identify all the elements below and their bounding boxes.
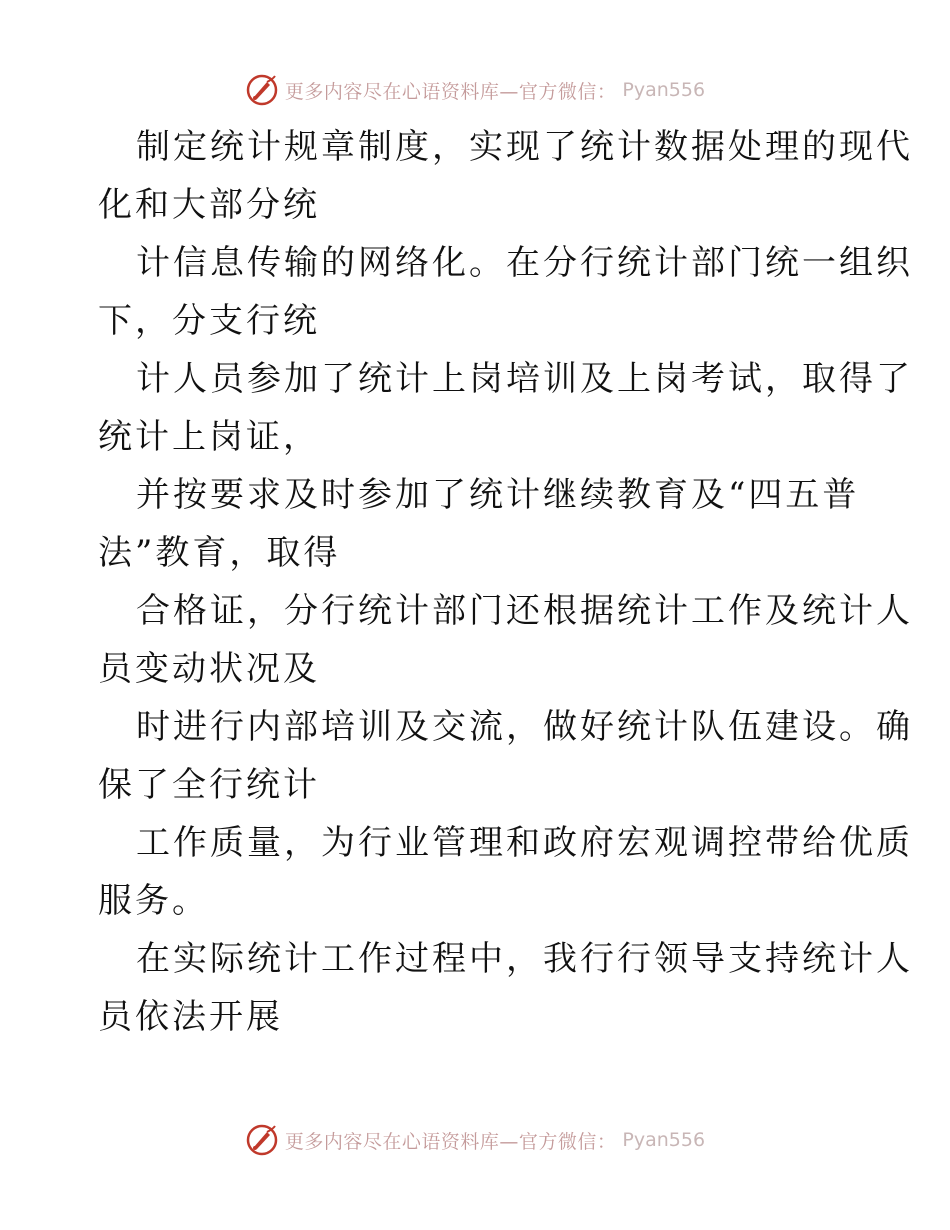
footer-site-text: 更多内容尽在心语资料库—官方微信： bbox=[284, 1130, 617, 1153]
quill-logo-icon bbox=[245, 73, 279, 107]
paragraph bbox=[98, 814, 913, 930]
paragraph bbox=[98, 698, 913, 814]
paragraph-line: 法”教育，取得 bbox=[98, 533, 341, 573]
footer-banner bbox=[0, 1120, 950, 1160]
paragraph-line: 计信息传输的网络化。在分行统计部门统一组织 bbox=[136, 243, 913, 283]
paragraph-line: 下，分支行统 bbox=[98, 301, 320, 341]
quill-logo-icon bbox=[245, 1123, 279, 1157]
paragraph bbox=[98, 234, 913, 350]
paragraph-line: 在实际统计工作过程中，我行行领导支持统计人 bbox=[136, 939, 913, 979]
paragraph-line: 合格证，分行统计部门还根据统计工作及统计人 bbox=[136, 591, 913, 631]
paragraph-line: 计人员参加了统计上岗培训及上岗考试，取得了 bbox=[136, 359, 913, 399]
paragraph bbox=[98, 582, 913, 698]
paragraph-line: 服务。 bbox=[98, 881, 209, 921]
header-wechat-id: Pyan556 bbox=[622, 79, 706, 101]
paragraph-line: 时进行内部培训及交流，做好统计队伍建设。确 bbox=[136, 707, 913, 747]
paragraph bbox=[98, 930, 913, 1046]
header-site-text: 更多内容尽在心语资料库—官方微信： bbox=[284, 80, 617, 103]
paragraph-line: 工作质量，为行业管理和政府宏观调控带给优质 bbox=[136, 823, 913, 863]
document-body bbox=[98, 118, 913, 1046]
paragraph-line: 员变动状况及 bbox=[98, 649, 320, 689]
paragraph bbox=[98, 350, 913, 466]
footer-wechat-id: Pyan556 bbox=[622, 1129, 706, 1151]
paragraph-line: 制定统计规章制度，实现了统计数据处理的现代 bbox=[136, 127, 913, 167]
paragraph-line: 员依法开展 bbox=[98, 997, 283, 1037]
paragraph-line: 统计上岗证， bbox=[98, 417, 320, 457]
header-banner bbox=[0, 70, 950, 110]
paragraph-line: 保了全行统计 bbox=[98, 765, 320, 805]
paragraph bbox=[98, 118, 913, 234]
paragraph-line: 化和大部分统 bbox=[98, 185, 320, 225]
paragraph bbox=[98, 466, 858, 582]
paragraph-line: 并按要求及时参加了统计继续教育及“四五普 bbox=[136, 475, 860, 515]
